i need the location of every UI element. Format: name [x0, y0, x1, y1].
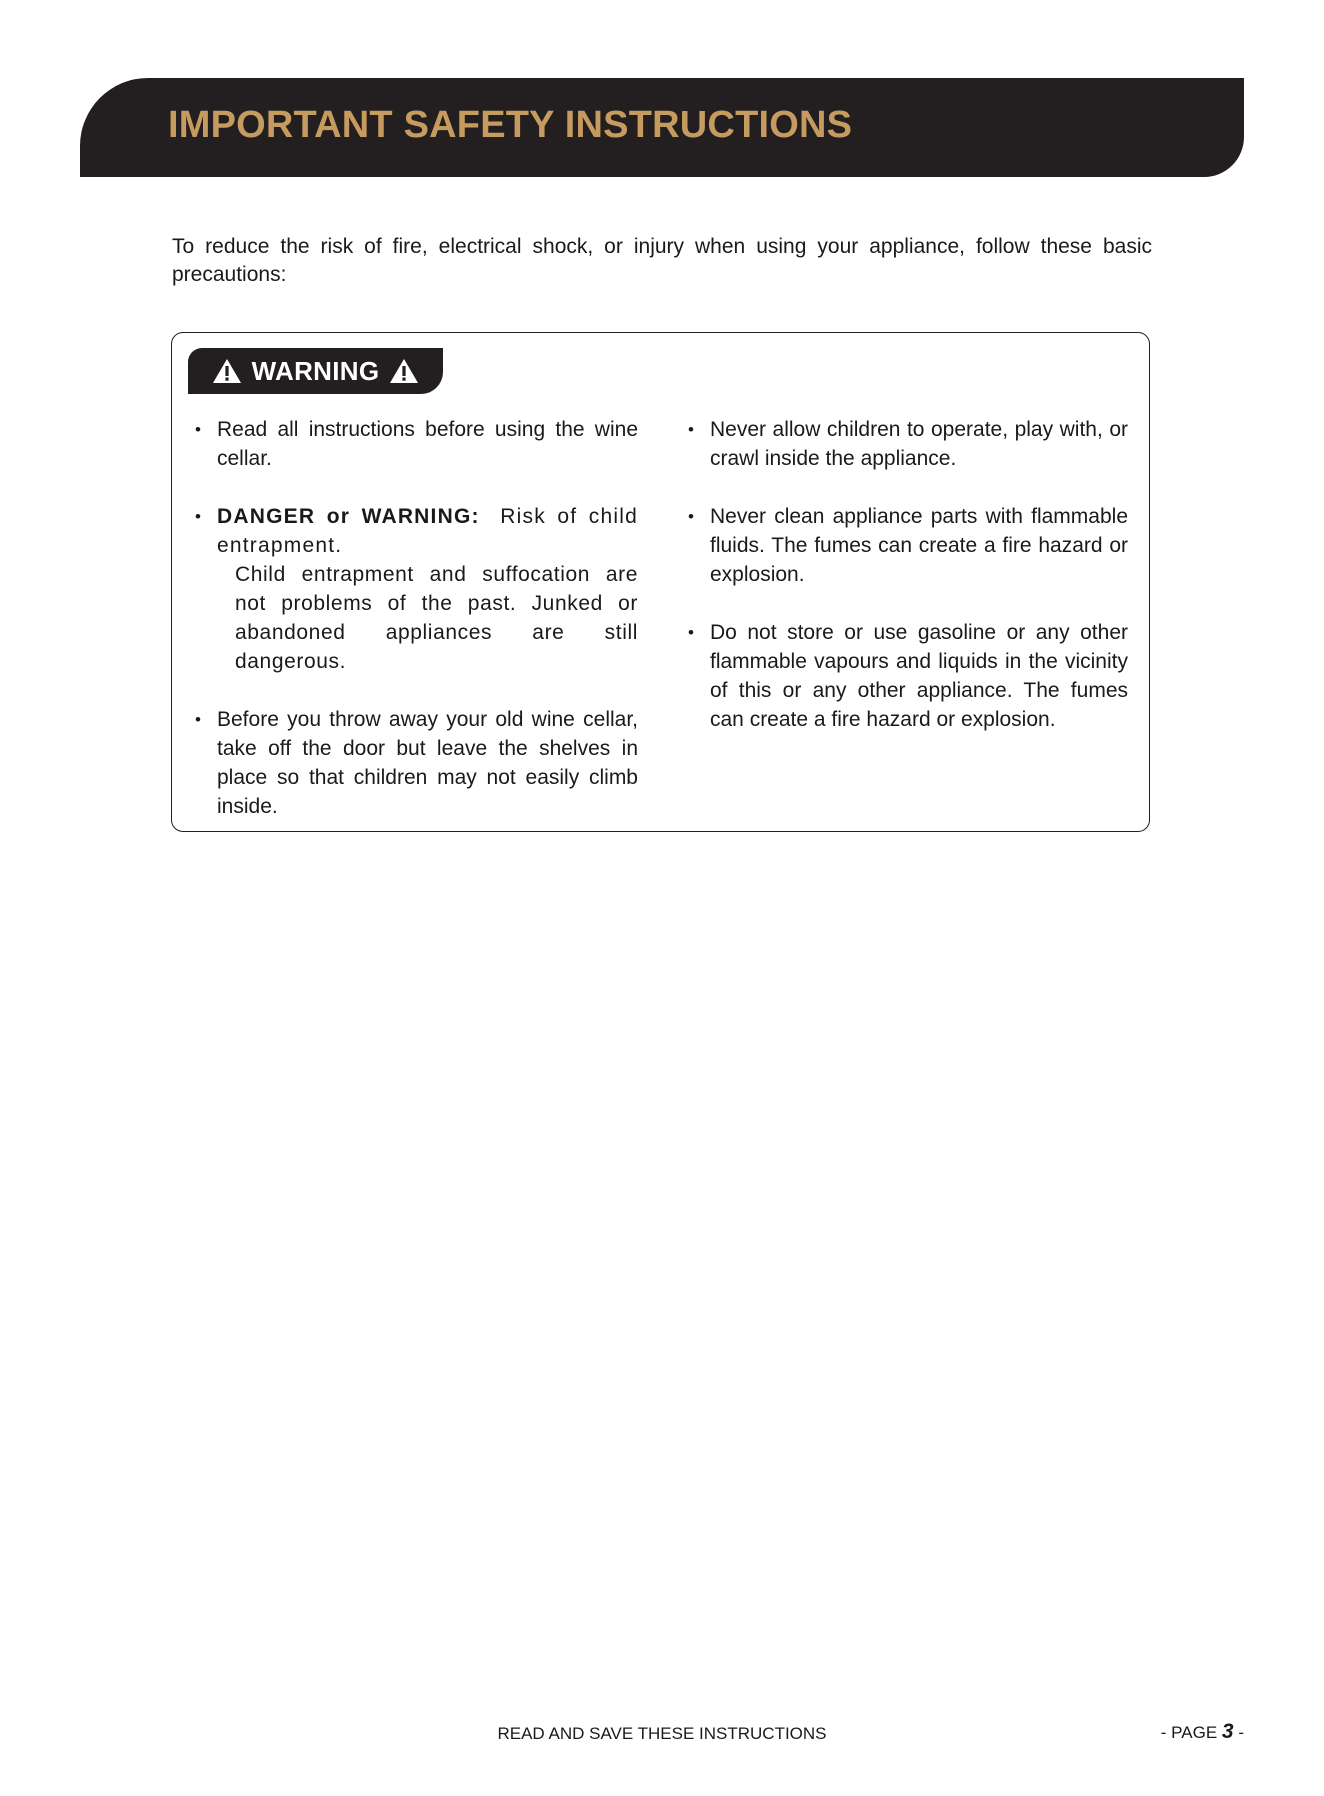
item-text: Do not store or use gasoline or any other flammable vapours and liquids in the vicinity of this or any other appliance. The fumes can create a fire hazard or explosion.: [710, 621, 1128, 731]
page-prefix: - PAGE: [1160, 1723, 1218, 1742]
item-text: Read all instructions before using the wine cellar.: [217, 418, 638, 470]
footer-note: READ AND SAVE THESE INSTRUCTIONS: [497, 1724, 827, 1743]
list-item: [195, 705, 638, 821]
warning-triangle-icon: [212, 358, 242, 384]
header-bar: [80, 78, 1244, 177]
item-text: Before you throw away your old wine cellar, take off the door but leave the shelves in place so that children may not easily climb inside.: [217, 708, 638, 818]
warning-list-right: [688, 415, 1128, 763]
page-suffix: -: [1238, 1723, 1244, 1742]
warning-badge: [188, 348, 443, 394]
item-subtext: Child entrapment and suffocation are not problems of the past. Junked or abandoned appliances are still dangerous.: [235, 563, 638, 673]
item-text: Risk of child entrapment.: [217, 505, 639, 557]
list-item: [688, 502, 1128, 589]
item-emphasis: DANGER or WARNING:: [217, 505, 480, 528]
page-title: IMPORTANT SAFETY INSTRUCTIONS: [168, 104, 853, 146]
page-number: [1161, 1720, 1244, 1744]
list-item: [688, 415, 1128, 473]
list-item: [195, 415, 638, 473]
warning-triangle-icon: [389, 358, 419, 384]
warning-label: WARNING: [251, 356, 380, 386]
warning-box: [171, 332, 1150, 832]
item-text: Never clean appliance parts with flammable fluids. The fumes can create a fire hazard or explosion.: [710, 505, 1128, 586]
page-number-value: 3: [1221, 1720, 1234, 1743]
intro-text: To reduce the risk of fire, electrical shock, or injury when using your appliance, follow these basic precautions:: [172, 235, 1152, 286]
list-item: [195, 502, 638, 676]
item-text: Never allow children to operate, play with, or crawl inside the appliance.: [710, 418, 1128, 470]
warning-list-left: [195, 415, 638, 850]
list-item: [688, 618, 1128, 734]
